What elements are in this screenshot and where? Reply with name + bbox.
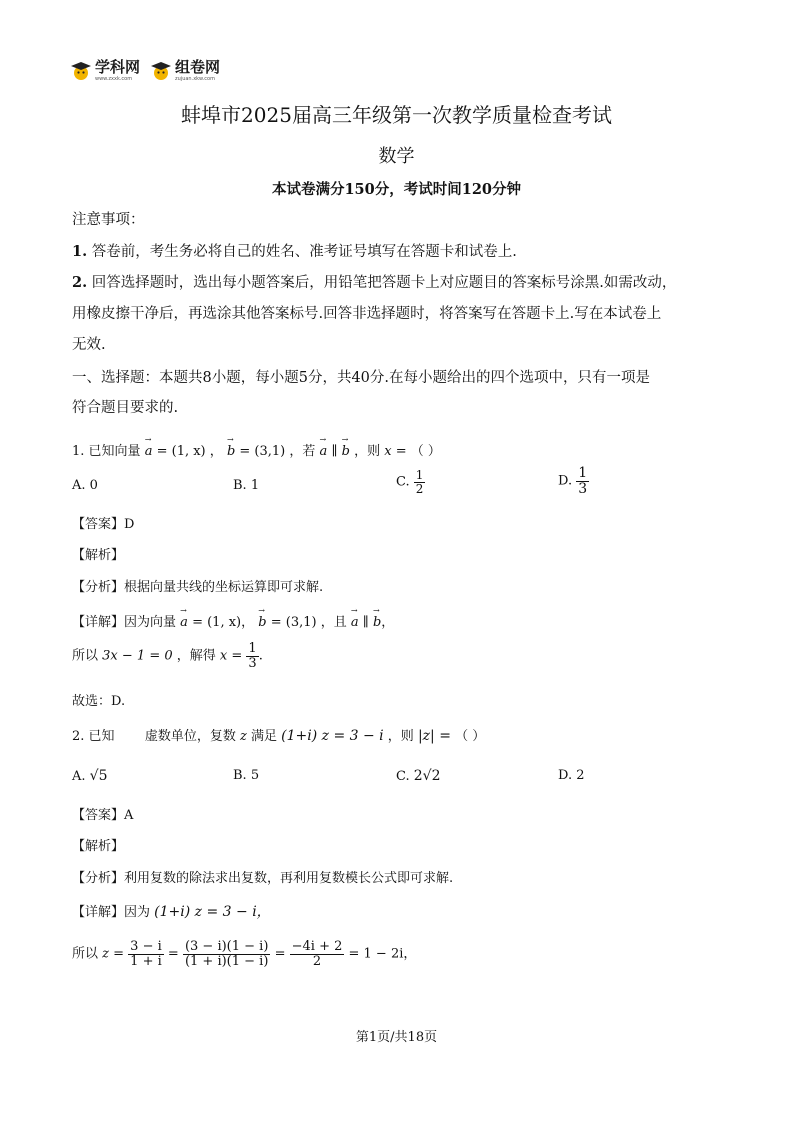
xiangjie-tag: 【详解】 [72,905,125,920]
answer-line [72,804,133,823]
then-text: ，则 [354,444,381,459]
option-label: D. [558,473,573,489]
question-label: 1. 已知向量 [72,444,141,459]
fenxi-text: 利用复数的除法求出复数，再利用复数模长公式即可求解. [124,871,454,886]
denominator: 3 [248,655,257,671]
answer-line [72,513,134,532]
vector-b: → b [227,444,235,459]
result: = 1 − 2i， [348,946,417,962]
vector-b: → b [373,615,381,630]
header-logos [70,60,220,82]
so-text: 所以 [72,946,99,962]
notice-number: 2. [72,274,88,291]
vector-b-value: = (3,1) [239,444,286,459]
question-text: 虚数单位，复数 [144,729,236,744]
fraction [290,940,345,968]
vector-a: → a [180,615,188,630]
analysis-tag: 【解析】 [72,839,125,854]
answer-blank: （ ） [455,729,486,744]
fraction [128,940,164,968]
abs-z: |z| = [417,728,451,744]
then-text: ，则 [387,729,414,744]
question-label: 2. 已知 [72,729,115,744]
numerator: (3 − i)(1 − i) [184,939,269,954]
x-equals: x = [384,444,407,459]
option-b: B. 5 [233,768,260,783]
numerator: 1 [248,641,257,656]
notice-item-1 [72,240,517,261]
denominator: 2 [312,953,322,969]
fenxi-tag: 【分析】 [72,580,125,595]
logo-xuekewang [70,60,140,82]
and-text: ，且 [320,615,347,630]
numerator: 1 [578,465,588,481]
logo-url: zujuan.xkw.com [175,76,215,82]
x-equals: x = [219,648,243,664]
denominator: 2 [415,481,424,496]
vector-a: → a [351,615,359,630]
option-label: C. [396,474,410,490]
variable-z: z [239,729,247,744]
logo-name: 学科网 [95,58,141,76]
parallel-symbol: ∥ [331,444,338,459]
graduate-cap-icon [70,60,92,82]
option-c [396,768,441,784]
notice-title: 注意事项： [72,212,145,228]
denominator: 1 + i [130,953,162,969]
xiangjie-text: 因为向量 [124,615,177,630]
option-a [72,768,108,784]
denominator: (1 + i)(1 − i) [184,953,269,969]
fenxi-text: 根据向量共线的坐标运算即可求解. [124,580,324,595]
answer-tag: 【答案】 [72,517,125,532]
numerator: 1 [415,468,424,482]
option-b: B. 1 [233,478,260,493]
graduate-cap-icon [150,60,172,82]
solution-line: 所以 z = $\frac{3 - i}{1 + i}$ = $\frac{(3 - i)(1 - i)}{(1 + i)(1 - i)}$ = $\frac{-4i + 2}{2}$ = 1 − 2i， [72,939,417,969]
xiangjie-line [72,901,271,921]
fenxi-line [72,576,323,595]
answer-value: D [124,517,135,532]
equation: (1+i) z = 3 − i [281,728,384,744]
notice-item-2 [72,271,676,292]
option-d [558,466,589,496]
condition-text: ，若 [289,444,316,459]
choose-line: 故选：D. [72,694,126,709]
numerator: 3 − i [130,939,162,954]
fenxi-tag: 【分析】 [72,871,125,886]
fraction [414,469,426,495]
option-label: C. [396,769,410,784]
question-1-stem: 1. 已知向量 → a = (1, x) ， → b = (3,1) ，若 → a ∥ → b ，则 x = （ ） [72,440,441,459]
vector-a: → a [320,444,328,459]
option-d: D. 2 [558,768,585,783]
option-c [396,469,425,495]
option-value: √5 [89,768,108,784]
logo-name: 组卷网 [175,58,221,76]
vector-b-value: = (3,1) [270,615,317,630]
numerator: −4i + 2 [291,939,343,954]
logo-url: www.zxxk.com [95,76,133,82]
section-heading: 一、选择题：本题共8小题，每小题5分，共40分.在每小题给出的四个选项中，只有一项是 [72,370,651,386]
xiangjie-tag: 【详解】 [72,615,125,630]
question-2-stem [72,725,485,744]
notice-text: 答卷前，考生务必将自己的姓名、准考证号填写在答题卡和试卷上. [91,244,517,260]
fraction [183,940,270,968]
vector-a-value: = (1, x) [156,444,206,459]
solve-text: ，解得 [176,648,216,664]
notice-number: 1. [72,243,88,260]
section-heading-line: 符合题目要求的. [72,400,179,416]
notice-text-line: 用橡皮擦干净后，再选涂其他答案标号.回答非选择题时，将答案写在答题卡上.写在本试卷上 [72,306,662,322]
xiangjie-line: 【详解】因为向量 → a = (1, x)， → b = (3,1) ，且 → a ∥ → b， [72,611,394,630]
exam-subject: 数学 [378,146,415,167]
denominator: 3 [578,480,588,497]
parallel-symbol: ∥ [362,615,369,630]
exam-note: 本试卷满分150分，考试时间120分钟 [271,181,522,198]
option-label: A. [72,769,86,784]
page-footer: 第1页/共18页 [355,1030,438,1045]
logo-zujuanwang [150,60,220,82]
z-equals: z = [102,946,125,962]
analysis-tag: 【解析】 [72,548,125,563]
answer-value: A [124,808,134,823]
option-value: 2√2 [413,768,441,784]
solution-line [72,642,263,670]
option-a: A. 0 [72,478,98,493]
equation: 3x − 1 = 0 [102,648,173,664]
notice-text: 回答选择题时，选出每小题答案后，用铅笔把答题卡上对应题目的答案标号涂黑.如需改动， [91,275,677,291]
vector-a: → a [145,444,153,459]
vector-b: → b [258,615,266,630]
fraction [246,642,258,670]
fenxi-line [72,867,453,886]
xiangjie-text: 因为 [124,905,151,920]
answer-tag: 【答案】 [72,808,125,823]
period: . [258,648,263,664]
answer-blank: （ ） [410,444,441,459]
satisfy-text: 满足 [250,729,277,744]
fraction [576,466,589,496]
so-text: 所以 [72,648,99,664]
vector-a-value: = (1, x) [192,615,242,630]
vector-b: → b [342,444,350,459]
notice-text-line: 无效. [72,337,106,353]
exam-title: 蚌埠市2025届高三年级第一次教学质量检查考试 [181,103,612,127]
equation: (1+i) z = 3 − i， [154,904,271,920]
